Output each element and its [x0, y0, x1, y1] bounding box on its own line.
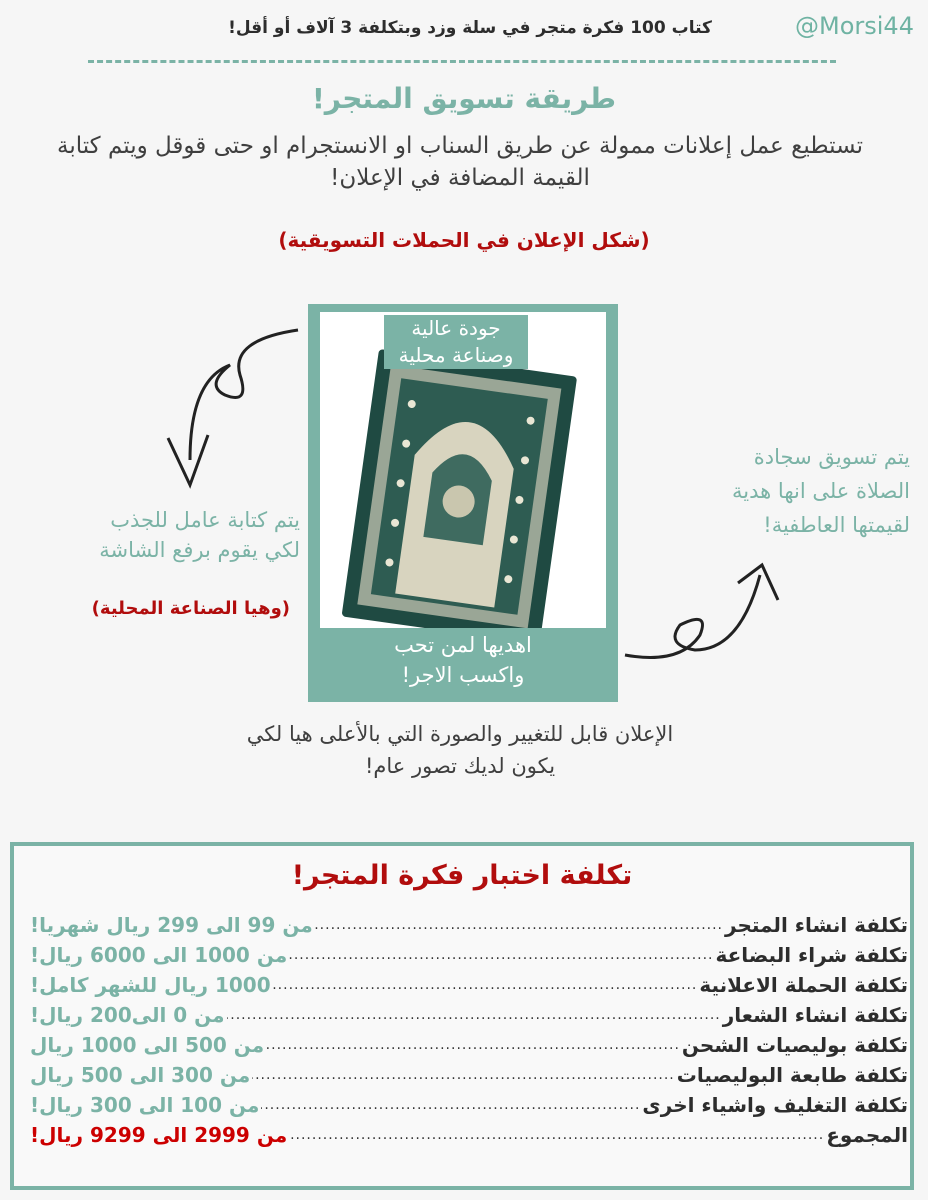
cost-name: تكلفة انشاء الشعار: [722, 1003, 908, 1027]
cost-row: [30, 970, 908, 1000]
cost-title: تكلفة اختبار فكرة المتجر!: [291, 860, 633, 891]
ad-top-label-line2: وصناعة محلية: [398, 343, 514, 367]
cost-name: تكلفة الحملة الاعلانية: [699, 973, 908, 997]
cost-value: من 1000 الى 6000 ريال!: [30, 943, 288, 967]
twitter-handle: @Morsi44: [795, 12, 914, 40]
leader-dots: [289, 1127, 824, 1143]
ad-top-label-line1: جودة عالية: [411, 316, 501, 340]
cost-name: تكلفة بوليصيات الشحن: [681, 1033, 908, 1057]
cost-value: 1000 ريال للشهر كامل!: [30, 973, 271, 997]
ad-bottom-caption: [308, 630, 618, 690]
left-red-note: (وهيا الصناعة المحلية): [91, 598, 290, 619]
cost-row: [30, 1090, 908, 1120]
cost-value: من 99 الى 299 ريال شهريا!: [30, 913, 313, 937]
mid-note-line1: الإعلان قابل للتغيير والصورة التي بالأعلى هيا لكي: [246, 722, 674, 746]
cost-row: [30, 910, 908, 940]
leader-dots: [227, 1007, 721, 1023]
right-note-line1: يتم تسويق سجادة: [753, 445, 910, 469]
mid-note-line2: يكون لديك تصور عام!: [364, 754, 556, 778]
cost-row: [30, 1030, 908, 1060]
ad-section-label: (شكل الإعلان في الحملات التسويقية): [278, 228, 650, 252]
cost-name: تكلفة شراء البضاعة: [715, 943, 908, 967]
leader-dots: [273, 977, 698, 993]
ad-top-label: [384, 315, 528, 369]
leader-dots: [261, 1097, 640, 1113]
header-note: كتاب 100 فكرة متجر في سلة وزد وبتكلفة 3 آلاف أو أقل!: [228, 18, 712, 38]
cost-name: تكلفة طابعة البوليصيات: [676, 1063, 908, 1087]
leader-dots: [289, 947, 713, 963]
cost-value: من 0 الى200 ريال!: [30, 1003, 225, 1027]
cost-value: من 500 الى 1000 ريال: [30, 1033, 265, 1057]
leader-dots: [315, 917, 723, 933]
cost-row: [30, 940, 908, 970]
cost-value: من 100 الى 300 ريال!: [30, 1093, 260, 1117]
cost-value: من 300 الى 500 ريال: [30, 1063, 251, 1087]
dashed-divider: [88, 60, 836, 63]
mid-note: [180, 718, 740, 782]
cost-row: [30, 1000, 908, 1030]
left-note-line1: يتم كتابة عامل للجذب: [110, 508, 300, 532]
right-curved-arrow-icon: [620, 555, 790, 675]
page-title: طريقة تسويق المتجر!: [312, 82, 616, 115]
right-note: [630, 440, 910, 542]
ad-bottom-line2: واكسب الاجر!: [401, 663, 525, 687]
cost-name: تكلفة التغليف واشياء اخرى: [642, 1093, 908, 1117]
leader-dots: [252, 1067, 675, 1083]
cost-total-value: من 2999 الى 9299 ريال!: [30, 1123, 288, 1147]
right-note-line2: الصلاة على انها هدية: [732, 479, 910, 503]
cost-row: [30, 1060, 908, 1090]
ad-bottom-line1: اهديها لمن تحب: [394, 633, 532, 657]
cost-total-row: [30, 1120, 908, 1150]
leader-dots: [266, 1037, 680, 1053]
cost-total-name: المجموع: [826, 1123, 908, 1147]
cost-name: تكلفة انشاء المتجر: [725, 913, 908, 937]
right-note-line3: لقيمتها العاطفية!: [763, 513, 910, 537]
cost-list: [30, 910, 908, 1150]
left-curved-arrow-icon: [150, 320, 310, 510]
intro-text: تستطيع عمل إعلانات ممولة عن طريق السناب او الانستجرام او حتى قوقل ويتم كتابة القيمة المضافة في الإعلان!: [57, 133, 863, 191]
left-note: [20, 505, 300, 565]
left-note-line2: لكي يقوم برفع الشاشة: [99, 538, 300, 562]
